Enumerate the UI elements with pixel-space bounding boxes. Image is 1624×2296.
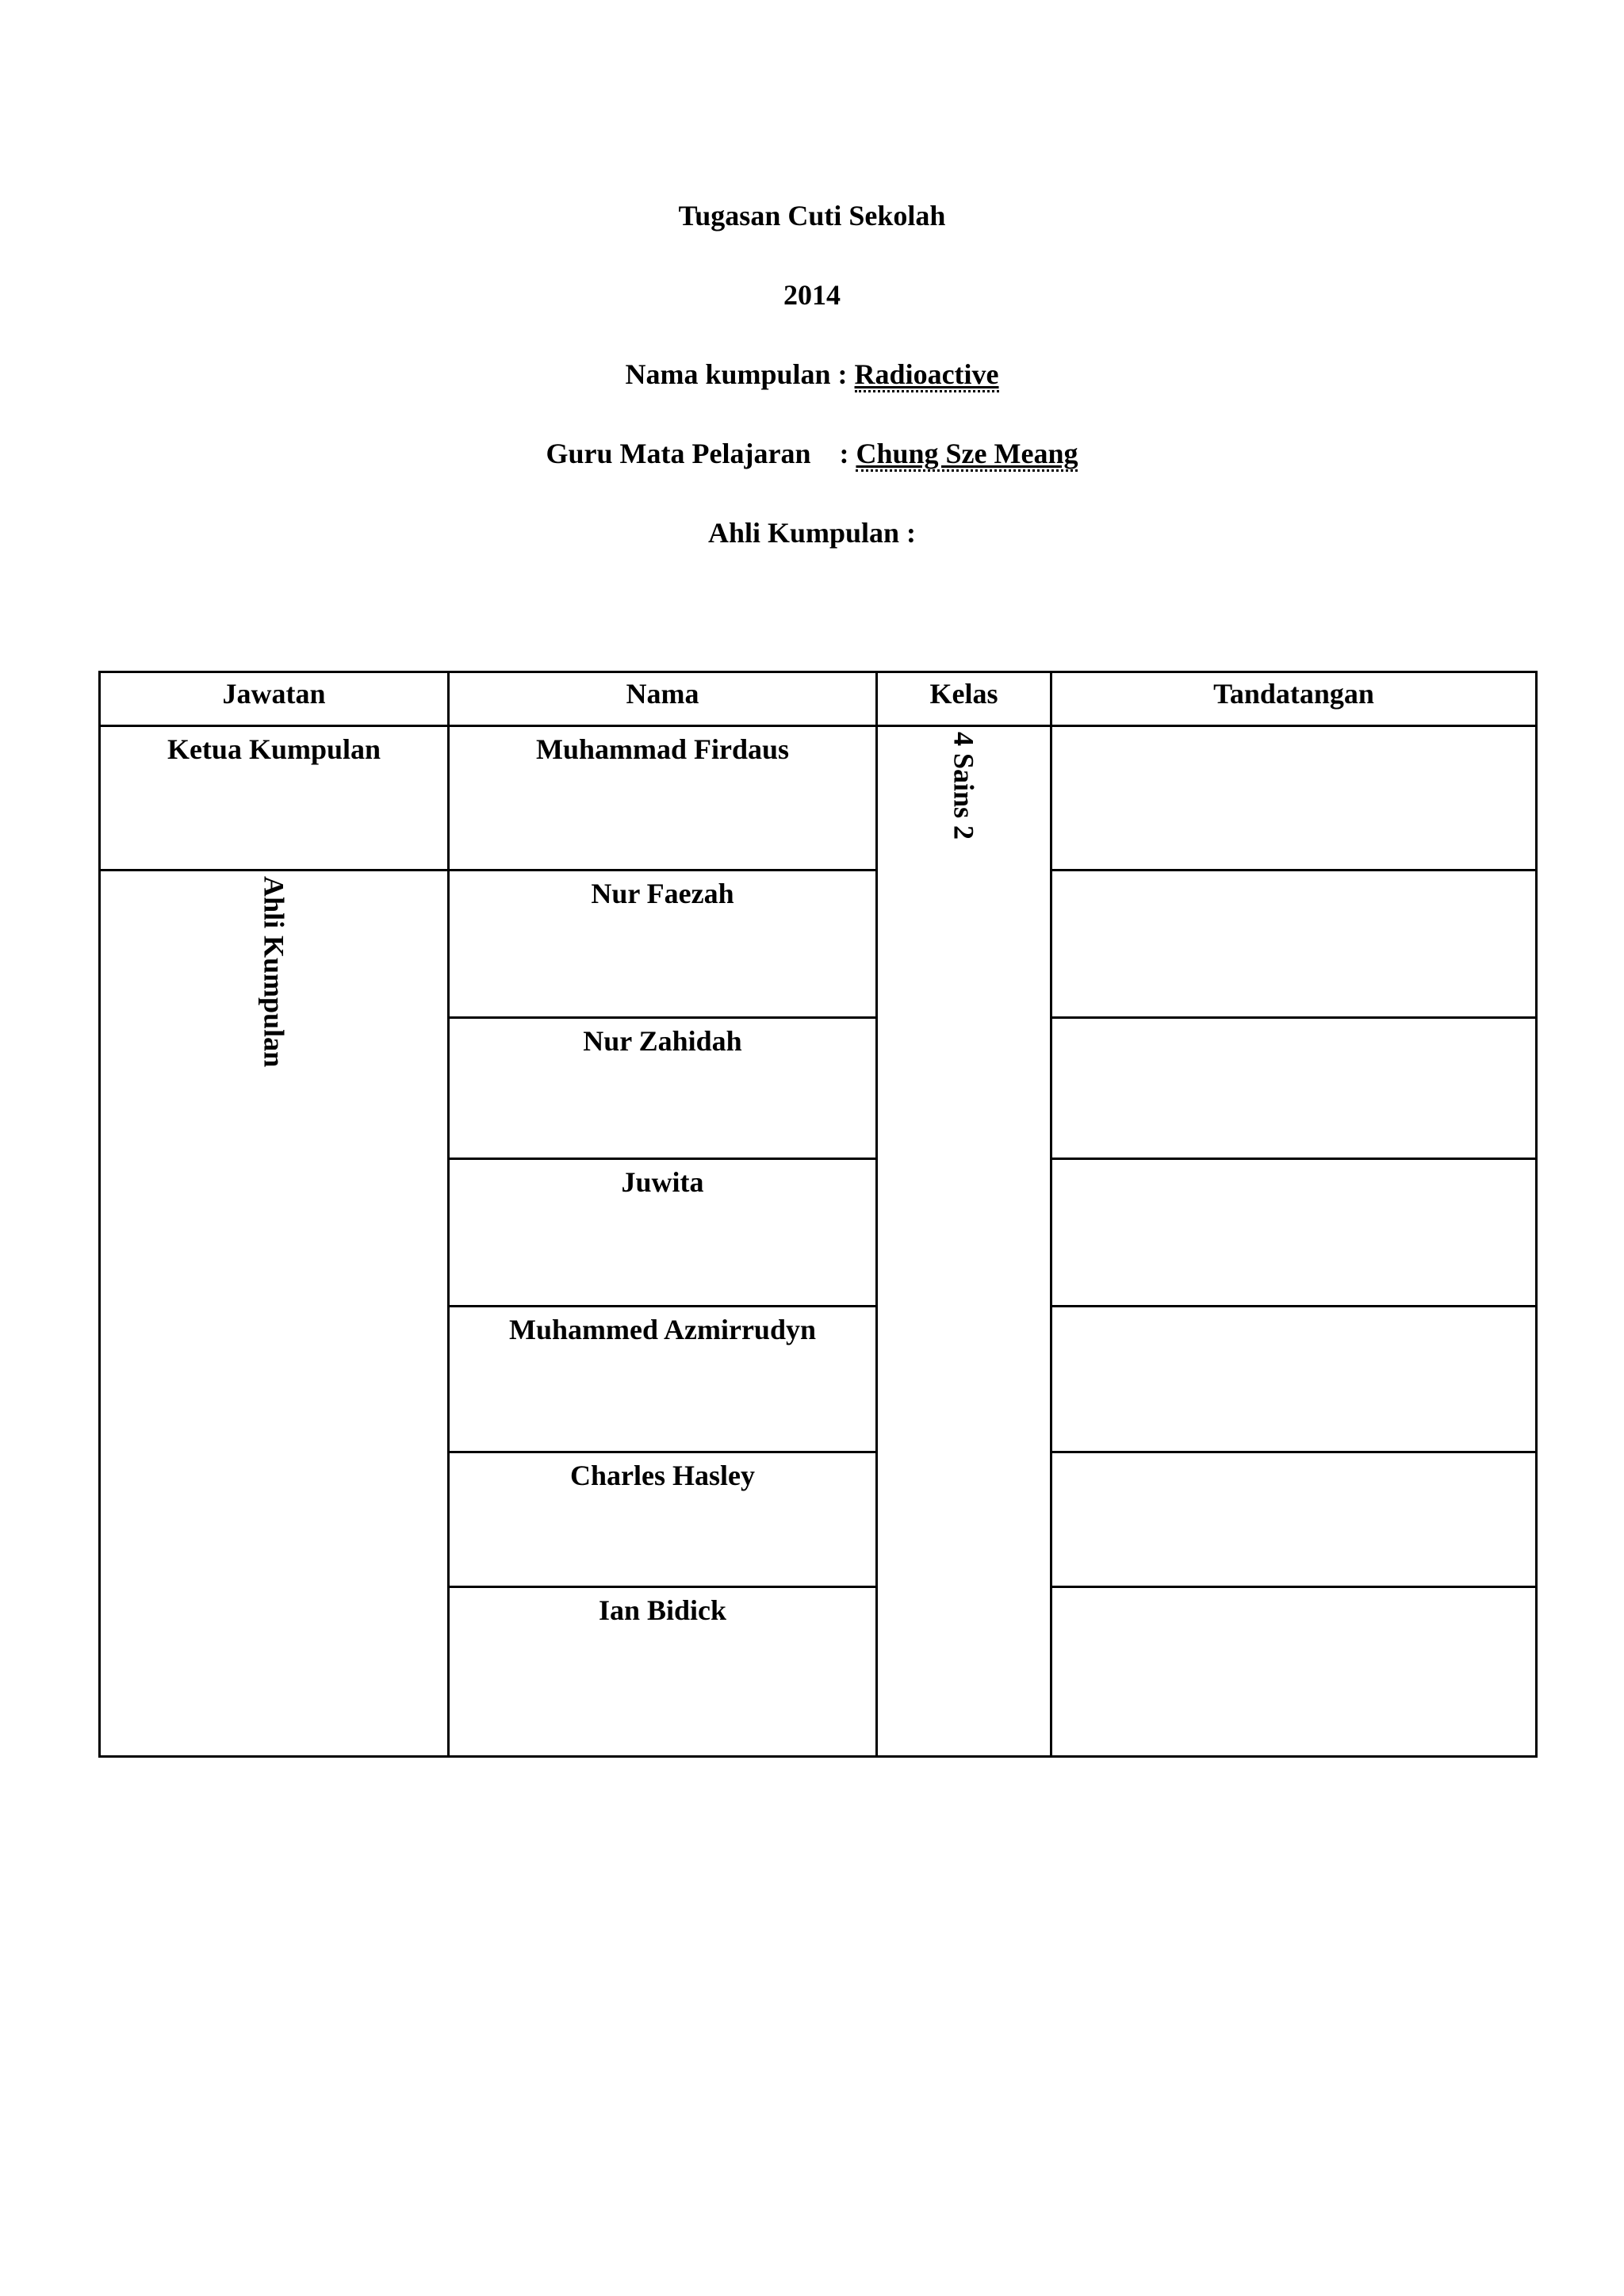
group-name-label: Nama kumpulan :: [625, 358, 855, 390]
teacher-value: Chung Sze Meang: [856, 438, 1078, 472]
name-cell: Muhammad Firdaus: [449, 726, 877, 871]
table-header-row: [100, 672, 1537, 726]
members-heading: Ahli Kumpulan :: [707, 517, 917, 549]
column-header-tandatangan: Tandatangan: [1051, 672, 1537, 726]
signature-cell[interactable]: [1051, 1307, 1537, 1452]
name-cell: Charles Hasley: [449, 1452, 877, 1587]
name-cell: Muhammed Azmirrudyn: [449, 1307, 877, 1452]
group-name-value: Radioactive: [855, 358, 999, 392]
teacher-label: Guru Mata Pelajaran :: [546, 438, 856, 469]
name-cell: Nur Faezah: [449, 871, 877, 1018]
name-cell: Juwita: [449, 1159, 877, 1307]
name-cell: Nur Zahidah: [449, 1018, 877, 1159]
document-year: 2014: [783, 279, 841, 311]
class-value: 4 Sains 2: [948, 732, 980, 840]
leader-role-cell: Ketua Kumpulan: [100, 726, 449, 871]
signature-cell[interactable]: [1051, 1159, 1537, 1307]
signature-cell[interactable]: [1051, 1018, 1537, 1159]
name-cell: Ian Bidick: [449, 1587, 877, 1757]
members-table: [98, 671, 1538, 1758]
class-cell: [877, 726, 1051, 1757]
group-name-line: [0, 357, 1624, 392]
signature-cell[interactable]: [1051, 1587, 1537, 1757]
column-header-nama: Nama: [449, 672, 877, 726]
table-row: [100, 871, 1537, 1018]
signature-cell[interactable]: [1051, 1452, 1537, 1587]
signature-cell[interactable]: [1051, 871, 1537, 1018]
table-row: [100, 726, 1537, 871]
member-role-value: Ahli Kumpulan: [258, 876, 290, 1068]
document-title: Tugasan Cuti Sekolah: [678, 200, 946, 232]
signature-cell[interactable]: [1051, 726, 1537, 871]
member-role-cell: [100, 871, 449, 1757]
column-header-kelas: Kelas: [877, 672, 1051, 726]
column-header-jawatan: Jawatan: [100, 672, 449, 726]
teacher-line: [0, 436, 1624, 471]
